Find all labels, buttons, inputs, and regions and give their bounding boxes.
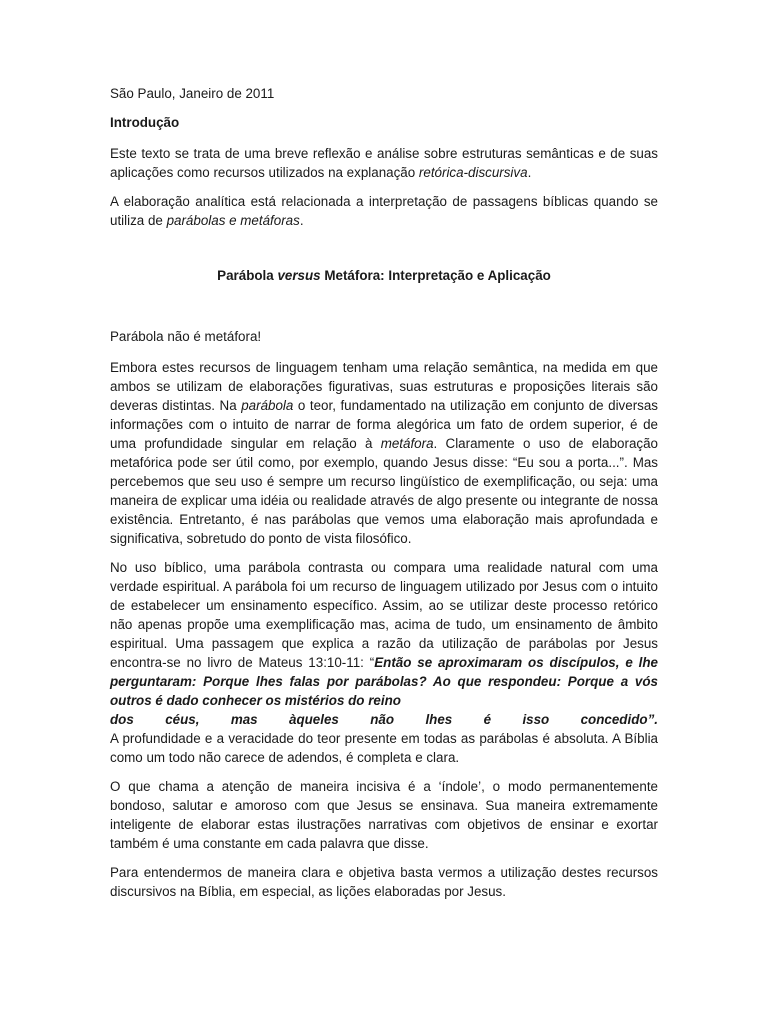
body-paragraph-3: O que chama a atenção de maneira incisiva é a ‘índole’, o modo permanentemente bondoso, salutar e amoroso com que Jesus se ensinava. Sua maneira extremamente inteligente de elaborar estas ilustrações narrativas com objetivos de ensinar e exortar também é uma constante em cada palavra que disse. <box>110 779 658 851</box>
quote-word: lhes <box>425 712 453 727</box>
title-italic: versus <box>277 268 321 283</box>
document-page <box>110 84 658 911</box>
quote-word: isso <box>522 712 550 727</box>
intro-paragraph-1 <box>110 144 658 182</box>
place-date: São Paulo, Janeiro de 2011 <box>110 86 275 101</box>
intro-paragraph-2 <box>110 192 658 230</box>
title-part-1: Parábola <box>217 268 278 283</box>
body-paragraph-1 <box>110 358 658 548</box>
quote-word: mas <box>230 712 258 727</box>
title-part-2: Metáfora: Interpretação e Aplicação <box>320 268 551 283</box>
body-p1-c: o teor, fundamentado na utilização em conjunto de diversas informações com o intuito de narrar de forma alegórica um fato de ordem superior, é de uma profundidade singular em relação à <box>110 398 659 451</box>
intro-heading: Introdução <box>110 115 180 130</box>
body-p2-after: A profundidade e a veracidade do teor presente em todas as parábolas é absoluta. A Bíblia como um todo não carece de adendos, é completa e clara. <box>110 731 658 765</box>
body-paragraph-2 <box>110 558 658 767</box>
body-p2-main <box>110 558 658 710</box>
intro-p1-italic: retórica-discursiva <box>418 165 528 180</box>
intro-p2-text: A elaboração analítica está relacionada a interpretação de passagens bíblicas quando se utiliza de <box>110 194 658 228</box>
body-p1-italic-parabola: parábola <box>241 398 294 413</box>
intro-p1-end: . <box>527 165 532 180</box>
body-p2-text: No uso bíblico, uma parábola contrasta ou compara uma realidade natural com uma verdade espiritual. A parábola foi um recurso de linguagem utilizado por Jesus com o intuito de estabelecer um ensinamento específico. Assim, ao se utilizar deste processo retórico não apenas propõe uma exemplificação mas, acima de tudo, um ensinamento de âmbito espiritual. Uma passagem que explica a razão da utilização de parábolas por Jesus encontra-se no livro de Mateus 13:10-11: “ <box>110 560 658 670</box>
intro-p2-end: . <box>299 213 304 228</box>
quote-word: não <box>370 712 395 727</box>
body-p1-a: Embora estes recursos de linguagem tenham uma relação semântica, na medida em que ambos se utilizam de elaborações figurativas, suas estruturas e proposições literais são deveras distintas. Na <box>110 360 658 413</box>
tagline: Parábola não é metáfora! <box>110 329 262 344</box>
body-p1-e: . Claramente o uso de elaboração metafórica pode ser útil como, por exemplo, quando Jesus disse: “Eu sou a porta...”. Mas percebemos que seu uso é sempre um recurso lingüístico de exemplificação, ou seja: uma maneira de explicar uma idéia ou realidade através de algo presente ou integrante de nossa existência. Entretanto, é nas parábolas que vemos uma elaboração mais aprofundada e significativa, sobretudo do ponto de vista filosófico. <box>110 436 658 546</box>
intro-p1-text: Este texto se trata de uma breve reflexão e análise sobre estruturas semânticas e de suas aplicações como recursos utilizados na explanação <box>110 146 658 180</box>
quote-word: é <box>483 712 492 727</box>
scripture-quote-last-line <box>110 710 658 729</box>
quote-word: céus, <box>165 712 200 727</box>
section-title <box>110 266 658 285</box>
quote-word: àqueles <box>289 712 339 727</box>
intro-p2-italic: parábolas e metáforas <box>166 213 300 228</box>
body-p1-italic-metafora: metáfora <box>380 436 434 451</box>
quote-word: concedido”. <box>580 712 658 727</box>
scripture-quote: Então se aproximaram os discípulos, e lhe perguntaram: Porque lhes falas por parábolas? Ao que respondeu: Porque a vós outros é dado conhecer os mistérios do reino <box>110 655 658 708</box>
quote-word: dos <box>110 712 134 727</box>
body-paragraph-4: Para entendermos de maneira clara e objetiva basta vermos a utilização destes recursos discursivos na Bíblia, em especial, as lições elaboradas por Jesus. <box>110 865 658 899</box>
